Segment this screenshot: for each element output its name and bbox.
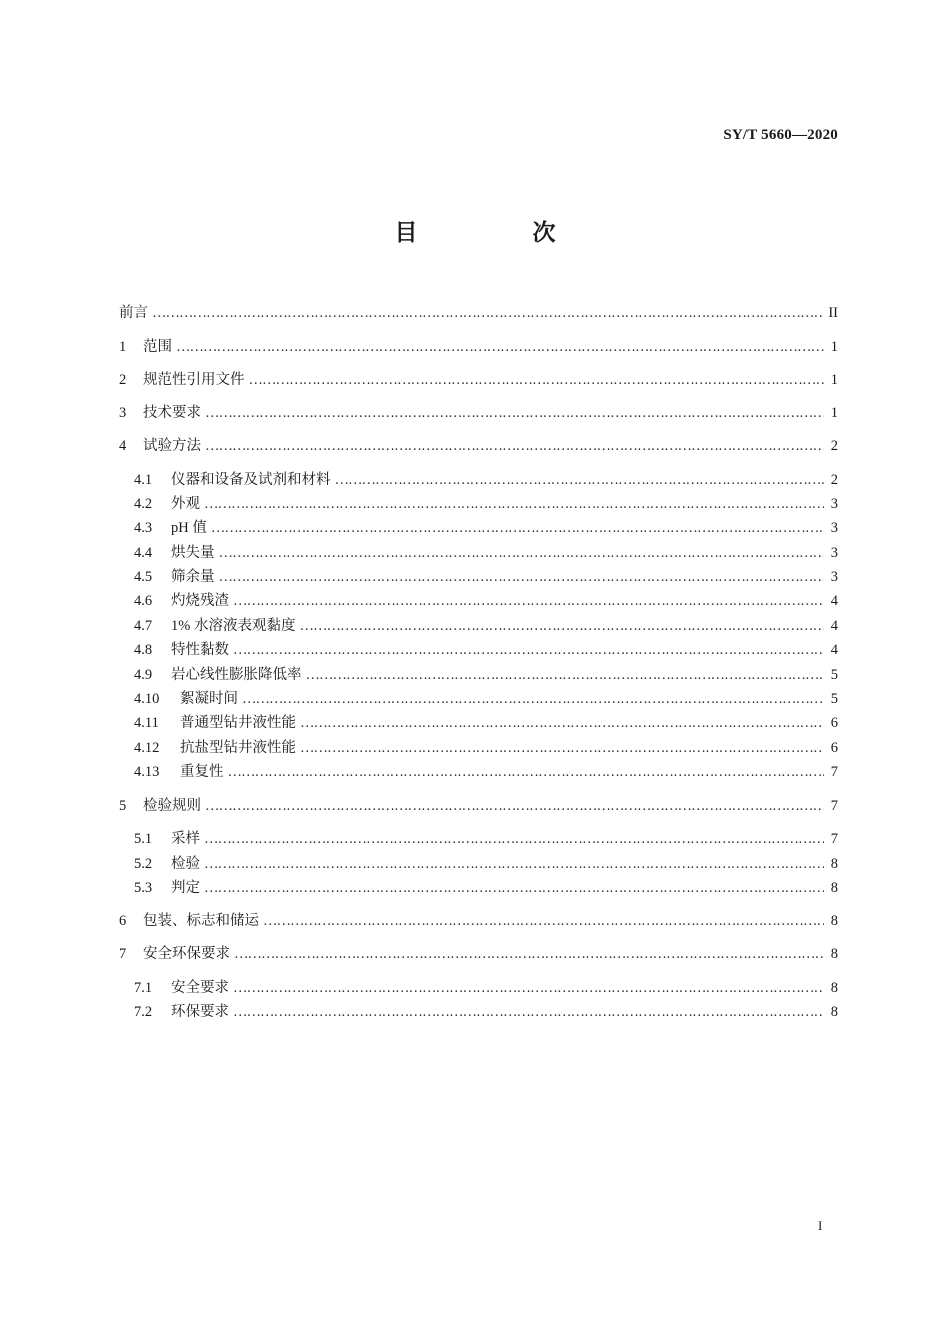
toc-entry-number: 4.6 [134, 593, 153, 609]
toc-entry[interactable] [119, 795, 838, 817]
toc-dot-leader [233, 639, 824, 661]
toc-entry-title: 灼烧残渣 [171, 593, 229, 609]
toc-entry-title: 特性黏数 [171, 642, 229, 658]
toc-entry[interactable] [134, 590, 838, 612]
toc-entry-number: 4.8 [134, 642, 153, 658]
toc-entry-page: 4 [830, 593, 838, 609]
toc-entry[interactable] [119, 435, 838, 457]
toc-entry[interactable] [134, 639, 838, 661]
toc-dot-leader [335, 469, 825, 491]
toc-entry-page: 3 [830, 520, 838, 536]
toc-entry-title: 外观 [171, 496, 200, 512]
toc-entry-number: 4.3 [134, 520, 153, 536]
toc-entry[interactable] [134, 761, 838, 783]
page-title: 目 次 [394, 220, 602, 246]
toc-dot-leader [219, 566, 825, 588]
toc-entry-number: 5 [119, 798, 127, 814]
toc-dot-leader [249, 369, 825, 391]
toc-entry-title: 包装、标志和储运 [143, 913, 259, 929]
toc-entry-page: 4 [830, 642, 838, 658]
toc-entry-page: 8 [830, 946, 838, 962]
toc-entry[interactable] [134, 977, 838, 999]
toc-entry-title: 岩心线性膨胀降低率 [171, 667, 302, 683]
toc-entry-title: 重复性 [180, 764, 224, 780]
toc-entry-title: 规范性引用文件 [143, 372, 245, 388]
toc-entry-number: 4.1 [134, 472, 153, 488]
toc-dot-leader [263, 910, 824, 932]
toc-entry-page: 1 [830, 405, 838, 421]
toc-entry[interactable] [134, 664, 838, 686]
toc-entry-title: pH 值 [171, 520, 207, 536]
toc-entry-title: 环保要求 [171, 1004, 229, 1020]
toc-entry-page: 7 [830, 831, 838, 847]
toc-entry-number: 6 [119, 913, 127, 929]
toc-dot-leader [300, 712, 824, 734]
toc-entry[interactable] [134, 517, 838, 539]
toc-dot-leader [205, 795, 824, 817]
toc-dot-leader [300, 737, 824, 759]
toc-entry-page: 8 [830, 880, 838, 896]
toc-entry[interactable] [134, 688, 838, 710]
toc-entry-number: 7.1 [134, 980, 153, 996]
toc-entry-page: 8 [830, 856, 838, 872]
toc-entry-number: 7.2 [134, 1004, 153, 1020]
toc-dot-leader [204, 853, 824, 875]
toc-entry-page: 4 [830, 618, 838, 634]
toc-entry-number: 5.1 [134, 831, 153, 847]
toc-entry-page: 3 [830, 569, 838, 585]
toc-entry-number: 4 [119, 438, 127, 454]
toc-dot-leader [219, 542, 825, 564]
toc-entry-number: 4.4 [134, 545, 153, 561]
toc-entry-number: 4.5 [134, 569, 153, 585]
toc-dot-leader [204, 828, 824, 850]
toc-entry-title: 抗盐型钻井液性能 [180, 740, 296, 756]
toc-entry-number: 5.2 [134, 856, 153, 872]
toc-entry[interactable] [134, 493, 838, 515]
toc-entry-number: 4.13 [134, 764, 160, 780]
toc-dot-leader [205, 435, 824, 457]
toc-entry-page: 2 [830, 438, 838, 454]
toc-entry-page: 8 [830, 1004, 838, 1020]
toc-entry-title: 仪器和设备及试剂和材料 [171, 472, 331, 488]
toc-entry-page: II [828, 305, 838, 321]
toc-entry-title: 安全环保要求 [143, 946, 230, 962]
toc-dot-leader [204, 493, 824, 515]
toc-entry[interactable] [134, 615, 838, 637]
toc-entry-page: 5 [830, 667, 838, 683]
toc-entry-number: 4.12 [134, 740, 160, 756]
toc-entry-page: 1 [830, 339, 838, 355]
toc-dot-leader [204, 877, 824, 899]
toc-entry[interactable] [134, 877, 838, 899]
toc-entry-title: 判定 [171, 880, 200, 896]
toc-entry-page: 7 [830, 798, 838, 814]
toc-dot-leader [306, 664, 825, 686]
toc-entry[interactable] [134, 853, 838, 875]
toc-entry[interactable] [119, 943, 838, 965]
toc-entry-page: 2 [830, 472, 838, 488]
toc-entry-page: 6 [830, 740, 838, 756]
toc-dot-leader [152, 302, 822, 324]
toc-entry-title: 絮凝时间 [180, 691, 238, 707]
toc-entry-number: 3 [119, 405, 127, 421]
toc-entry-title: 检验 [171, 856, 200, 872]
toc-entry[interactable] [119, 910, 838, 932]
toc-dot-leader [205, 402, 824, 424]
toc-entry-page: 3 [830, 545, 838, 561]
toc-entry-number: 4.11 [134, 715, 159, 731]
toc-entry-title: 试验方法 [143, 438, 201, 454]
toc-dot-leader [176, 336, 824, 358]
toc-entry[interactable] [119, 402, 838, 424]
toc-entry-page: 3 [830, 496, 838, 512]
toc-entry-title: 安全要求 [171, 980, 229, 996]
toc-entry[interactable] [119, 369, 838, 391]
toc-entry-title: 筛余量 [171, 569, 215, 585]
toc-entry-number: 1 [119, 339, 127, 355]
toc-entry-title: 技术要求 [143, 405, 201, 421]
toc-entry-number: 5.3 [134, 880, 153, 896]
toc-dot-leader [233, 1001, 824, 1023]
standard-number: SY/T 5660—2020 [723, 127, 838, 143]
toc-dot-leader [233, 977, 824, 999]
toc-entry-title: 1% 水溶液表观黏度 [171, 618, 296, 634]
toc-entry-page: 6 [830, 715, 838, 731]
toc-dot-leader [299, 615, 824, 637]
toc-entry-number: 4.7 [134, 618, 153, 634]
toc-entry[interactable] [134, 469, 838, 491]
toc-entry[interactable] [134, 712, 838, 734]
toc-dot-leader [234, 943, 824, 965]
toc-dot-leader [211, 517, 824, 539]
toc-dot-leader [242, 688, 824, 710]
toc-entry[interactable] [134, 542, 838, 564]
toc-entry-title: 采样 [171, 831, 200, 847]
toc-entry-number: 4.2 [134, 496, 153, 512]
toc-entry-title: 普通型钻井液性能 [180, 715, 296, 731]
toc-entry-number: 4.10 [134, 691, 160, 707]
toc-entry[interactable] [134, 1001, 838, 1023]
toc-entry[interactable] [134, 737, 838, 759]
toc-dot-leader [228, 761, 825, 783]
toc-entry-number: 2 [119, 372, 127, 388]
toc-entry-page: 8 [830, 913, 838, 929]
toc-entry-title: 检验规则 [143, 798, 201, 814]
toc-entry[interactable] [134, 566, 838, 588]
toc-entry-number: 4.9 [134, 667, 153, 683]
toc-entry-page: 8 [830, 980, 838, 996]
toc-entry-number: 7 [119, 946, 127, 962]
toc-entry[interactable] [134, 828, 838, 850]
toc-dot-leader [233, 590, 824, 612]
toc-entry-title: 烘失量 [171, 545, 215, 561]
toc-entry-title: 范围 [143, 339, 172, 355]
toc-entry[interactable] [119, 336, 838, 358]
toc-entry-page: 5 [830, 691, 838, 707]
toc-entry-title: 前言 [119, 305, 148, 321]
page-number: I [818, 1218, 823, 1233]
toc-entry-page: 1 [830, 372, 838, 388]
toc-entry[interactable] [119, 302, 838, 324]
toc-entry-page: 7 [830, 764, 838, 780]
